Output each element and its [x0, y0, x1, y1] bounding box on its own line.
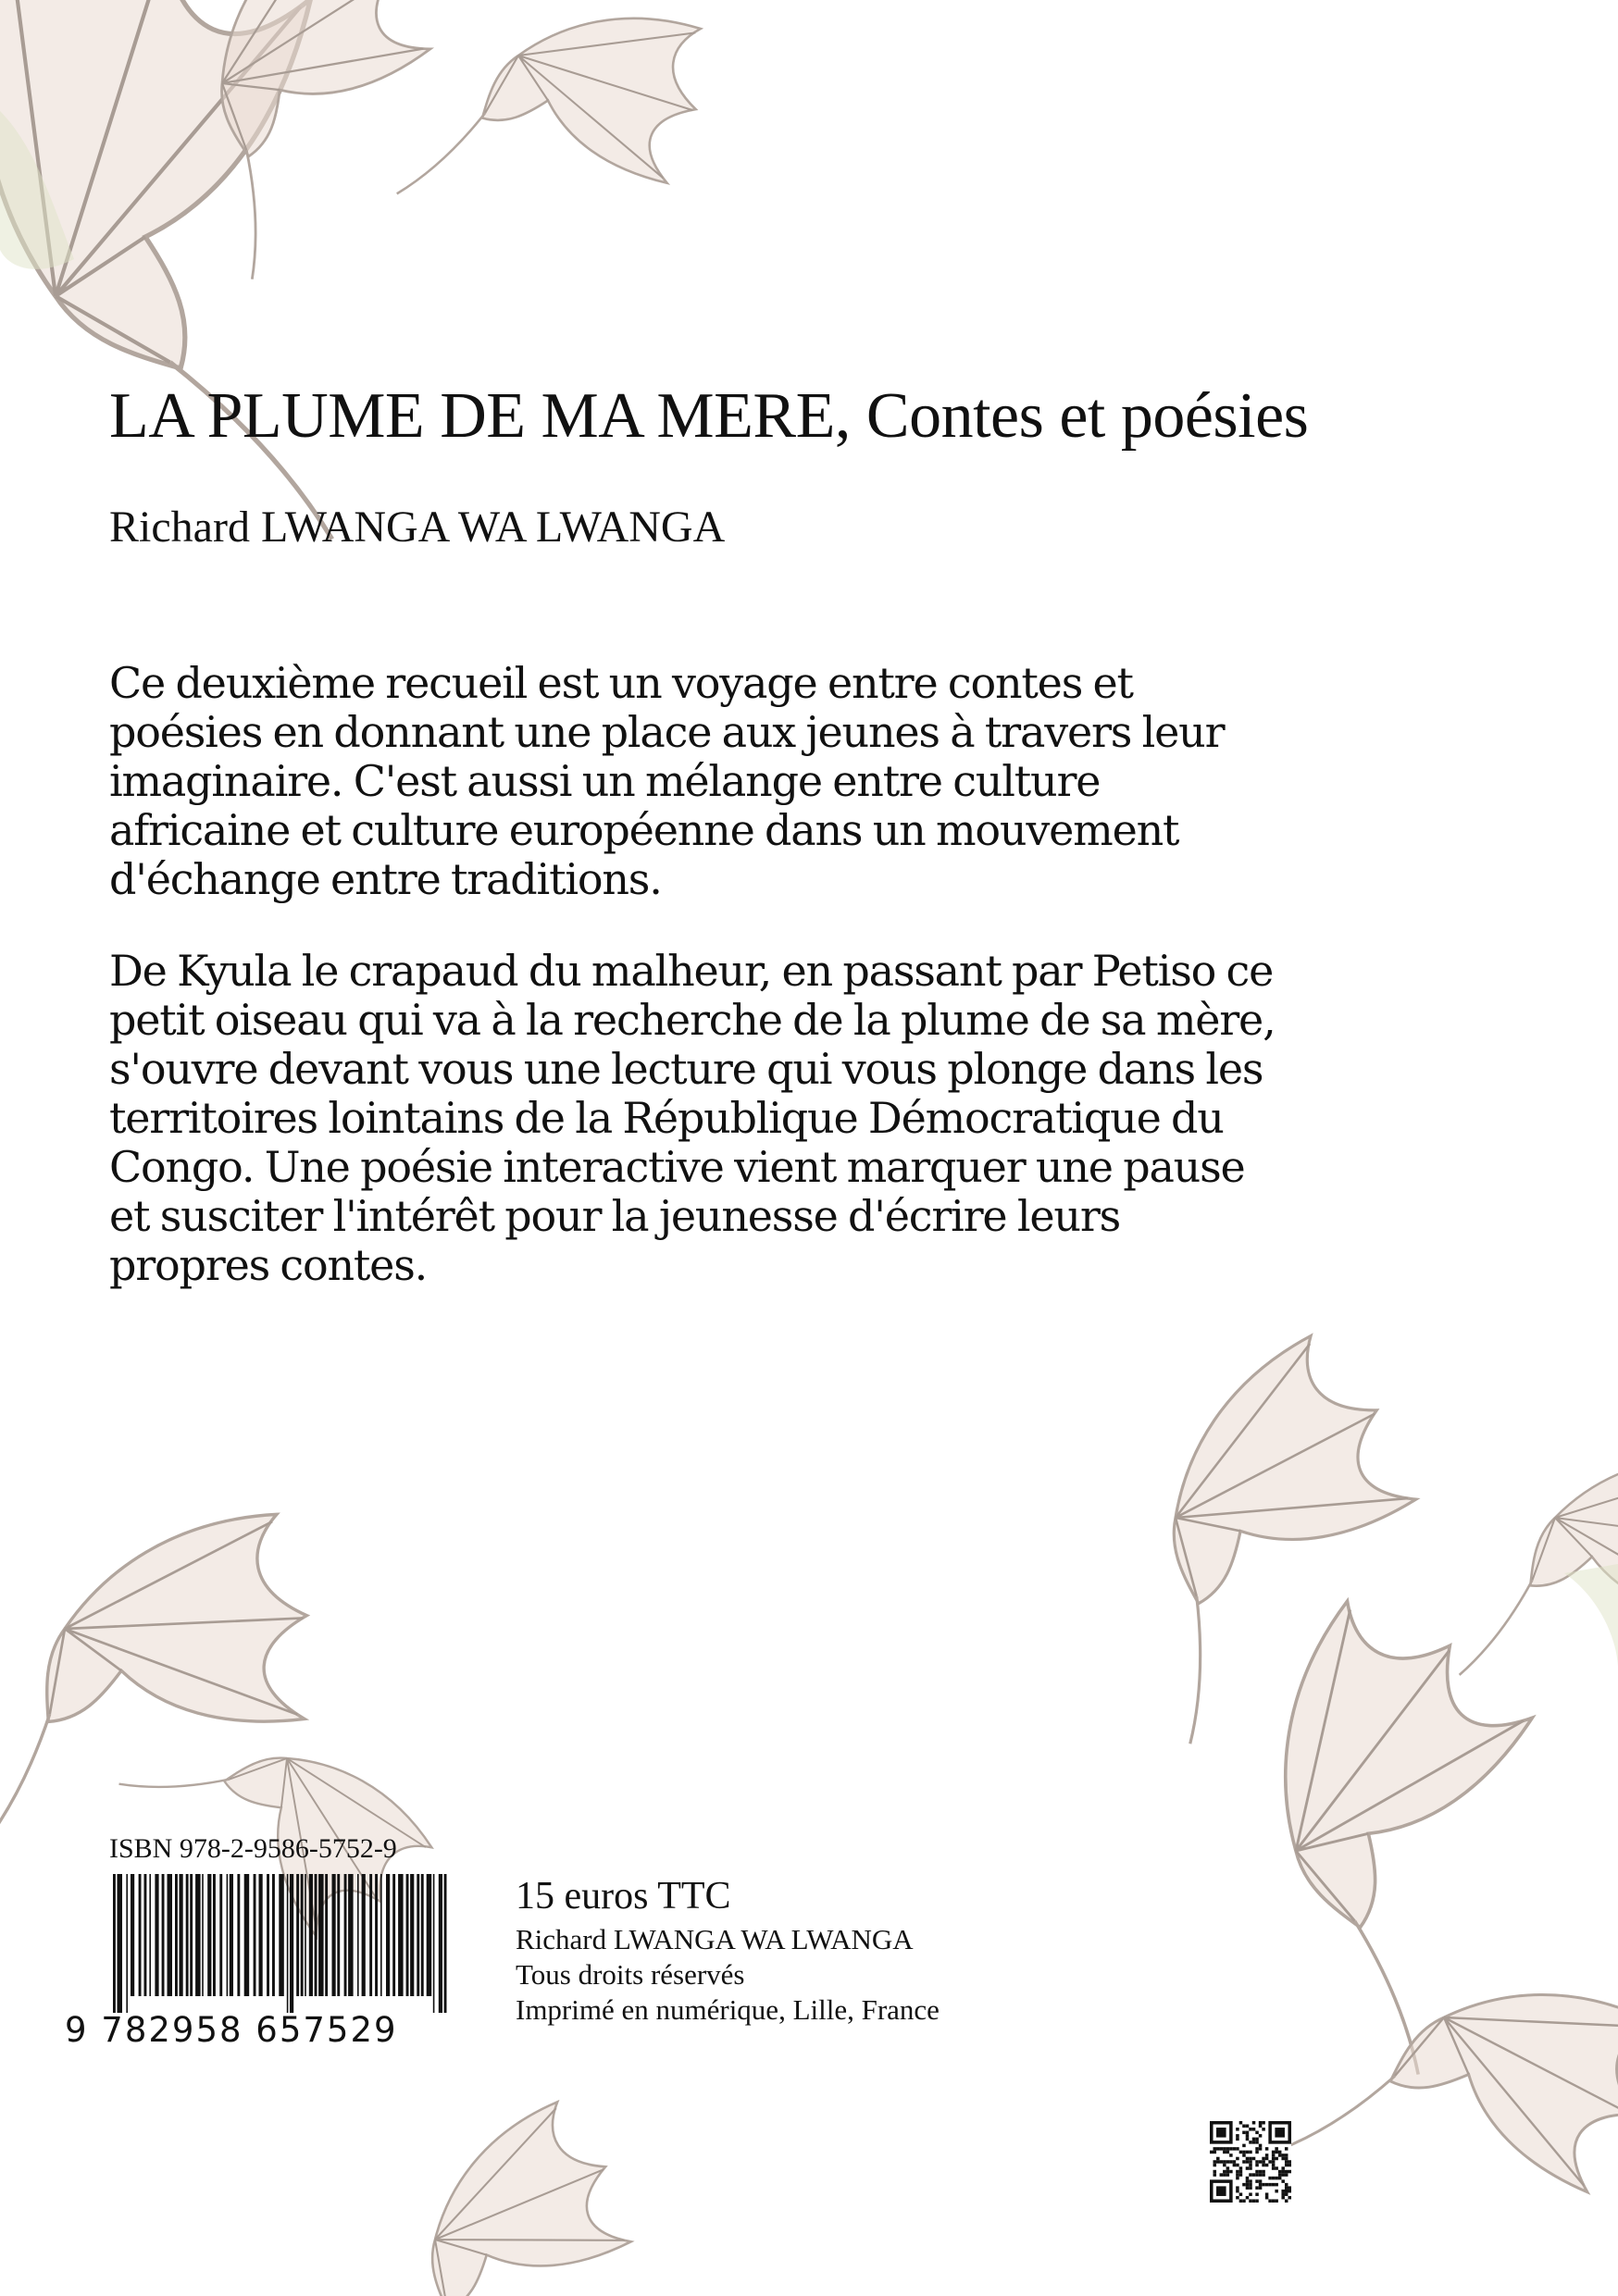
qr-module [1272, 2166, 1276, 2170]
qr-module [1236, 2164, 1239, 2167]
barcode-bar [325, 1874, 328, 1996]
barcode-bar [392, 1874, 395, 1996]
qr-module [1226, 2151, 1230, 2154]
qr-module [1268, 2160, 1272, 2164]
barcode-bar [444, 1874, 447, 2013]
qr-module [1275, 2190, 1278, 2193]
qr-module [1249, 2199, 1252, 2203]
qr-module [1272, 2160, 1276, 2164]
qr-module [1255, 2179, 1259, 2183]
qr-module [1272, 2153, 1276, 2157]
barcode-bar [318, 1874, 324, 1996]
qr-module [1246, 2138, 1250, 2141]
qr-module [1236, 2186, 1239, 2190]
qr-module [1239, 2121, 1243, 2125]
barcode-bar [305, 1874, 306, 1996]
qr-module [1278, 2151, 1282, 2154]
qr-module [1255, 2186, 1259, 2190]
qr-module [1262, 2170, 1265, 2174]
printing-info: Imprimé en numérique, Lille, France [516, 1993, 940, 2026]
isbn-label: ISBN 978-2-9586-5752-9 [109, 1833, 397, 1864]
barcode-bar [180, 1874, 183, 1996]
qr-module [1249, 2179, 1252, 2183]
qr-module [1214, 2170, 1217, 2174]
qr-module [1262, 2183, 1265, 2187]
qr-module [1259, 2125, 1263, 2128]
book-title: LA PLUME DE MA MERE, Contes et poésies [109, 380, 1309, 452]
leaf-bottom-right [1278, 1890, 1618, 2296]
barcode-bar [186, 1874, 189, 1996]
qr-module [1281, 2179, 1285, 2183]
qr-module [1275, 2177, 1278, 2180]
qr-module [1255, 2170, 1259, 2174]
qr-module [1281, 2157, 1285, 2161]
barcode-bar [357, 1874, 359, 1996]
qr-module [1246, 2183, 1250, 2187]
qr-module [1246, 2134, 1250, 2138]
blurb-paragraph: Ce deuxième recueil est un voyage entre contes et poésies en donnant une place aux jeunes à travers leur imaginaire. C'est aussi un mélange entre culture africaine et culture européenne dans un mouvement d'échange entre traditions. [109, 658, 1225, 904]
barcode-bar [344, 1874, 347, 1996]
qr-module [1236, 2147, 1239, 2151]
qr-module [1223, 2151, 1226, 2154]
qr-module [1229, 2160, 1233, 2164]
leaf-bottom-center [380, 2093, 656, 2296]
qr-module [1249, 2173, 1252, 2177]
qr-module [1249, 2141, 1252, 2144]
qr-module [1236, 2157, 1239, 2161]
qr-module [1285, 2160, 1288, 2164]
qr-module [1262, 2160, 1265, 2164]
barcode-bar [149, 1874, 151, 1996]
copyright-holder: Richard LWANGA WA LWANGA [516, 1923, 914, 1955]
qr-module [1246, 2125, 1250, 2128]
barcode-bar [139, 1874, 142, 1996]
leaf-top-center [397, 0, 742, 308]
barcode-bar [309, 1874, 313, 1996]
qr-module [1216, 2157, 1220, 2161]
barcode-bar [202, 1874, 204, 1996]
qr-module [1285, 2170, 1288, 2174]
qr-module [1236, 2128, 1239, 2131]
qr-module [1255, 2131, 1259, 2135]
qr-module [1265, 2164, 1269, 2167]
qr-module [1285, 2157, 1288, 2161]
qr-module [1259, 2170, 1263, 2174]
qr-module [1281, 2173, 1285, 2177]
qr-module [1285, 2164, 1288, 2167]
qr-module [1242, 2125, 1246, 2128]
qr-module [1246, 2151, 1250, 2154]
barcode-bar [406, 1874, 409, 1996]
qr-module [1252, 2128, 1256, 2131]
qr-module [1268, 2177, 1272, 2180]
qr-module [1255, 2151, 1259, 2154]
qr-module [1281, 2190, 1285, 2193]
barcode-bar [439, 1874, 442, 2013]
barcode-bar [219, 1874, 222, 1996]
qr-module [1249, 2192, 1252, 2196]
qr-module [1281, 2192, 1285, 2196]
qr-module [1220, 2160, 1224, 2164]
qr-module [1223, 2170, 1226, 2174]
barcode-bar [410, 1874, 414, 1996]
qr-module [1226, 2166, 1230, 2170]
qr-module [1278, 2173, 1282, 2177]
barcode-bar [162, 1874, 165, 1996]
qr-module [1252, 2121, 1256, 2125]
qr-module [1246, 2157, 1250, 2161]
qr-module [1265, 2153, 1269, 2157]
barcode-bar [279, 1874, 284, 1996]
barcode-bar [195, 1874, 201, 1996]
barcode-bar [375, 1874, 378, 1996]
qr-module [1281, 2170, 1285, 2174]
qr-module [1262, 2128, 1265, 2131]
qr-module [1285, 2190, 1288, 2193]
qr-module [1249, 2157, 1252, 2161]
qr-module [1216, 2128, 1226, 2138]
qr-module [1265, 2192, 1269, 2196]
qr-module [1220, 2173, 1224, 2177]
qr-module [1239, 2151, 1243, 2154]
qr-module [1239, 2192, 1243, 2196]
qr-module [1226, 2173, 1230, 2177]
qr-module [1285, 2199, 1288, 2203]
barcode-bar [386, 1874, 390, 1996]
qr-module [1252, 2141, 1256, 2144]
rights-notice: Tous droits réservés [516, 1958, 745, 1991]
qr-module [1246, 2179, 1250, 2183]
qr-module [1246, 2177, 1250, 2180]
barcode-bar [287, 1874, 289, 2013]
author-name: Richard LWANGA WA LWANGA [109, 503, 726, 552]
qr-module [1229, 2147, 1233, 2151]
barcode-bar [380, 1874, 382, 1996]
qr-module [1255, 2173, 1259, 2177]
qr-module [1288, 2160, 1291, 2164]
qr-module [1242, 2144, 1246, 2148]
qr-module [1249, 2183, 1252, 2187]
qr-module [1233, 2147, 1237, 2151]
qr-module [1259, 2183, 1263, 2187]
qr-module [1252, 2199, 1256, 2203]
qr-module [1252, 2138, 1256, 2141]
qr-module [1268, 2199, 1272, 2203]
qr-module [1214, 2164, 1217, 2167]
qr-module [1285, 2186, 1288, 2190]
qr-module [1259, 2121, 1263, 2125]
qr-module [1236, 2190, 1239, 2193]
qr-module [1265, 2183, 1269, 2187]
barcode-bar [267, 1874, 269, 1996]
qr-module [1259, 2173, 1263, 2177]
isbn-barcode [109, 1874, 452, 2013]
qr-module [1226, 2170, 1230, 2174]
qr-module [1233, 2160, 1237, 2164]
qr-module [1275, 2166, 1278, 2170]
barcode-bar [332, 1874, 336, 1996]
barcode-bar [369, 1874, 372, 1996]
price: 15 euros TTC [516, 1875, 731, 1917]
barcode-bar [259, 1874, 263, 1996]
qr-module [1285, 2147, 1288, 2151]
leaf-bottom-right-tint [1564, 1564, 1618, 1666]
qr-module [1214, 2147, 1217, 2151]
qr-module [1249, 2164, 1252, 2167]
qr-module [1239, 2199, 1243, 2203]
qr-module [1223, 2147, 1226, 2151]
qr-module [1272, 2199, 1276, 2203]
barcode-bar [337, 1874, 340, 1996]
qr-module [1242, 2199, 1246, 2203]
barcode-bar [348, 1874, 354, 1996]
qr-module [1236, 2177, 1239, 2180]
qr-module [1252, 2173, 1256, 2177]
qr-module [1242, 2131, 1246, 2135]
qr-module [1236, 2173, 1239, 2177]
qr-module [1214, 2173, 1217, 2177]
qr-module [1216, 2186, 1226, 2196]
barcode-digits: 9 782958 657529 [65, 2010, 398, 2050]
barcode-bar [296, 1874, 299, 1996]
qr-module [1229, 2170, 1233, 2174]
qr-module [1214, 2160, 1217, 2164]
barcode-bar [227, 1874, 229, 1996]
qr-module [1281, 2196, 1285, 2200]
barcode-bar [301, 1874, 304, 1996]
barcode-bar [362, 1874, 366, 1996]
qr-module [1281, 2166, 1285, 2170]
qr-module [1246, 2131, 1250, 2135]
qr-module [1210, 2151, 1214, 2154]
qr-module [1236, 2134, 1239, 2138]
qr-module [1255, 2192, 1259, 2196]
barcode-bar [207, 1874, 211, 1996]
qr-module [1278, 2153, 1282, 2157]
qr-module [1255, 2138, 1259, 2141]
qr-module [1275, 2151, 1278, 2154]
qr-module [1265, 2157, 1269, 2161]
qr-module [1259, 2179, 1263, 2183]
qr-module [1242, 2151, 1246, 2154]
qr-module [1265, 2147, 1269, 2151]
qr-code [1210, 2121, 1291, 2203]
qr-module [1275, 2199, 1278, 2203]
qr-module [1246, 2166, 1250, 2170]
qr-module [1272, 2151, 1276, 2154]
barcode-bar [126, 1874, 128, 2013]
qr-module [1259, 2147, 1263, 2151]
qr-module [1249, 2128, 1252, 2131]
qr-module [1288, 2190, 1291, 2193]
qr-module [1236, 2138, 1239, 2141]
barcode-bar [175, 1874, 178, 1996]
back-cover-blurb [109, 659, 1276, 1333]
barcode-bar [254, 1874, 256, 1996]
qr-module [1259, 2134, 1263, 2138]
qr-module [1275, 2128, 1285, 2138]
qr-module [1229, 2153, 1233, 2157]
qr-module [1223, 2160, 1226, 2164]
qr-module [1249, 2166, 1252, 2170]
qr-module [1265, 2196, 1269, 2200]
qr-module [1288, 2164, 1291, 2167]
qr-module [1249, 2186, 1252, 2190]
qr-module [1272, 2164, 1276, 2167]
barcode-bar [113, 1874, 116, 2013]
qr-module [1272, 2183, 1276, 2187]
qr-module [1255, 2160, 1259, 2164]
qr-module [1220, 2147, 1224, 2151]
barcode-bar [244, 1874, 250, 1996]
barcode-bar [168, 1874, 173, 1996]
qr-module [1242, 2183, 1246, 2187]
qr-module [1262, 2164, 1265, 2167]
qr-module [1226, 2147, 1230, 2151]
qr-module [1252, 2157, 1256, 2161]
qr-module [1246, 2160, 1250, 2164]
qr-module [1236, 2196, 1239, 2200]
qr-module [1239, 2170, 1243, 2174]
qr-module [1255, 2164, 1259, 2167]
barcode-bar [315, 1874, 317, 1996]
barcode-bar [155, 1874, 158, 1996]
barcode-bar [230, 1874, 233, 1996]
qr-module [1288, 2170, 1291, 2174]
barcode-bar [398, 1874, 404, 1996]
qr-module [1239, 2173, 1243, 2177]
qr-module [1255, 2199, 1259, 2203]
barcode-bar [213, 1874, 216, 1996]
qr-module [1249, 2160, 1252, 2164]
qr-module [1281, 2153, 1285, 2157]
qr-module [1272, 2157, 1276, 2161]
qr-module [1285, 2173, 1288, 2177]
barcode-bar [272, 1874, 275, 1996]
barcode-bar [427, 1874, 432, 1996]
qr-module [1285, 2153, 1288, 2157]
qr-module [1278, 2170, 1282, 2174]
qr-module [1223, 2164, 1226, 2167]
barcode-bar [190, 1874, 193, 1996]
qr-module [1236, 2170, 1239, 2174]
barcode-bar [118, 1874, 123, 2013]
qr-module [1242, 2160, 1246, 2164]
qr-module [1262, 2173, 1265, 2177]
qr-module [1259, 2144, 1263, 2148]
qr-module [1255, 2141, 1259, 2144]
qr-module [1214, 2151, 1217, 2154]
barcode-bar [433, 1874, 435, 2013]
barcode-bar [144, 1874, 147, 1996]
barcode-bar [237, 1874, 240, 1996]
qr-module [1275, 2147, 1278, 2151]
qr-module [1246, 2196, 1250, 2200]
qr-module [1216, 2160, 1220, 2164]
qr-module [1226, 2160, 1230, 2164]
qr-module [1233, 2164, 1237, 2167]
qr-module [1249, 2151, 1252, 2154]
qr-module [1255, 2147, 1259, 2151]
qr-module [1262, 2157, 1265, 2161]
qr-module [1223, 2173, 1226, 2177]
qr-module [1288, 2196, 1291, 2200]
barcode-bar [131, 1874, 134, 1996]
barcode-bar [417, 1874, 419, 1996]
barcode-bar [290, 1874, 293, 2013]
qr-module [1285, 2192, 1288, 2196]
qr-module [1259, 2160, 1263, 2164]
qr-module [1275, 2157, 1278, 2161]
qr-module [1262, 2121, 1265, 2125]
qr-module [1275, 2183, 1278, 2187]
qr-module [1259, 2186, 1263, 2190]
qr-module [1268, 2183, 1272, 2187]
blurb-paragraph: De Kyula le crapaud du malheur, en passant par Petiso ce petit oiseau qui va à la recherche de la plume de sa mère, s'ouvre devant vous une lecture qui vous plonge dans les territoires lointains de la République Démocratique du Congo. Une poésie interactive vient marquer une pause et susciter l'intérêt pour la jeunesse d'écrire leurs propres contes. [109, 946, 1276, 1290]
barcode-bar [421, 1874, 424, 1996]
qr-module [1285, 2183, 1288, 2187]
qr-module [1216, 2147, 1220, 2151]
qr-module [1288, 2186, 1291, 2190]
qr-module [1246, 2186, 1250, 2190]
qr-module [1278, 2177, 1282, 2180]
qr-module [1272, 2177, 1276, 2180]
publisher-info [516, 1872, 1256, 2028]
qr-module [1239, 2166, 1243, 2170]
qr-module [1242, 2153, 1246, 2157]
